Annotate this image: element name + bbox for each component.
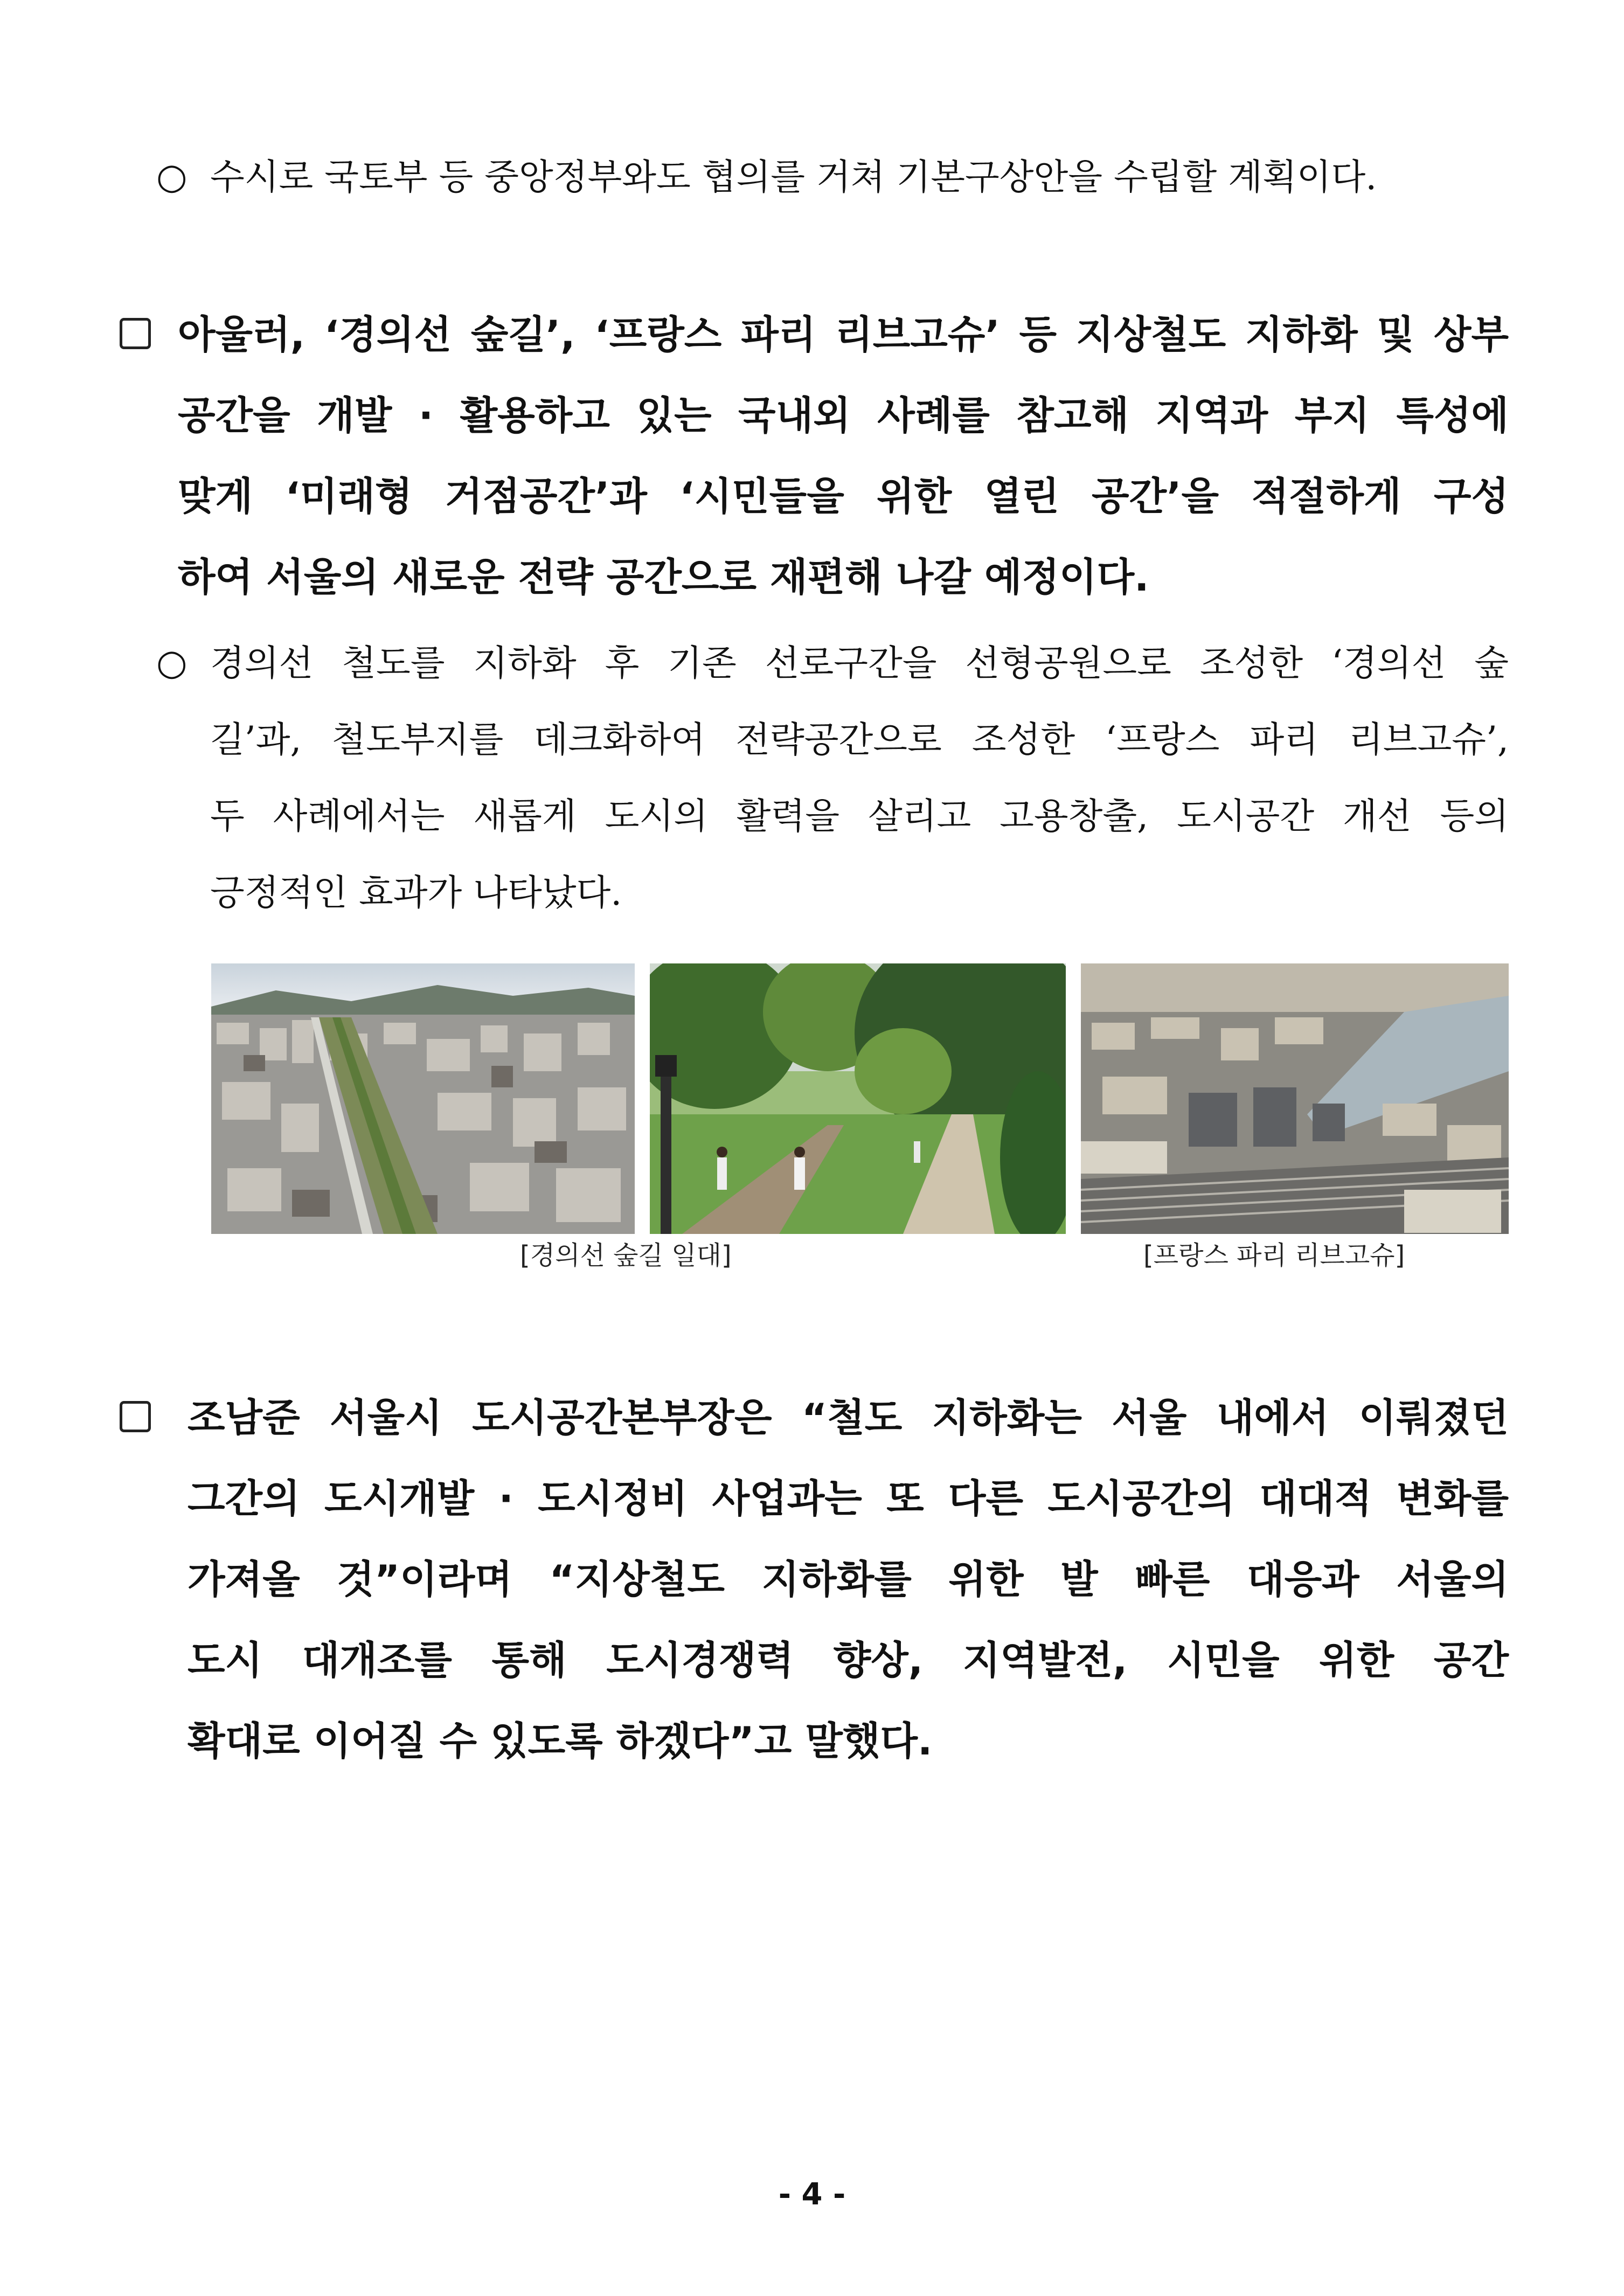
paragraph-line: 가져올 것”이라며 “지상철도 지하화를 위한 발 빠른 대응과 서울의: [188, 1557, 1509, 1602]
paragraph-line: 그간의 도시개발 · 도시정비 사업과는 또 다른 도시공간의 대대적 변화를: [188, 1476, 1509, 1521]
paragraph-line: 맞게 ‘미래형 거점공간’과 ‘시민들을 위한 열린 공간’을 적절하게 구성: [178, 474, 1509, 519]
checkbox-bullet: [120, 318, 151, 349]
paragraph-line: 경의선 철도를 지하화 후 기존 선로구간을 선형공원으로 조성한 ‘경의선 숲: [210, 642, 1509, 684]
paragraph-line: 조남준 서울시 도시공간본부장은 “철도 지하화는 서울 내에서 이뤄졌던: [188, 1395, 1509, 1440]
photo-city-aerial: [211, 963, 635, 1234]
paragraph-line: 아울러, ‘경의선 숲길’, ‘프랑스 파리 리브고슈’ 등 지상철도 지하화 및 상부: [178, 312, 1509, 357]
paragraph-line: 도시 대개조를 통해 도시경쟁력 향상, 지역발전, 시민을 위한 공간: [188, 1638, 1509, 1683]
paragraph-line: 길’과, 철도부지를 데크화하여 전략공간으로 조성한 ‘프랑스 파리 리브고슈’,: [210, 719, 1509, 760]
circle-bullet: ○: [156, 156, 188, 197]
paragraph-line: 수시로 국토부 등 중앙정부와도 협의를 거쳐 기본구상안을 수립할 계획이다.: [210, 156, 1377, 198]
checkbox-bullet: [120, 1401, 151, 1432]
page-number: - 4 -: [778, 2177, 846, 2212]
paragraph-line: 두 사례에서는 새롭게 도시의 활력을 살리고 고용창출, 도시공간 개선 등의: [210, 795, 1509, 837]
paragraph-line: 긍정적인 효과가 나타났다.: [210, 872, 622, 913]
paragraph-line: 공간을 개발 · 활용하고 있는 국내외 사례를 참고해 지역과 부지 특성에: [178, 393, 1509, 438]
paragraph-line: 하여 서울의 새로운 전략 공간으로 재편해 나갈 예정이다.: [178, 554, 1149, 600]
paragraph-line: 확대로 이어질 수 있도록 하겠다”고 말했다.: [188, 1718, 933, 1764]
photo-caption: [프랑스 파리 리브고슈]: [1143, 1240, 1405, 1271]
photo-forest-trail: [650, 963, 1066, 1234]
circle-bullet: ○: [156, 642, 188, 683]
photo-paris-aerial: [1081, 963, 1509, 1234]
photo-caption: [경의선 숲길 일대]: [520, 1240, 732, 1271]
